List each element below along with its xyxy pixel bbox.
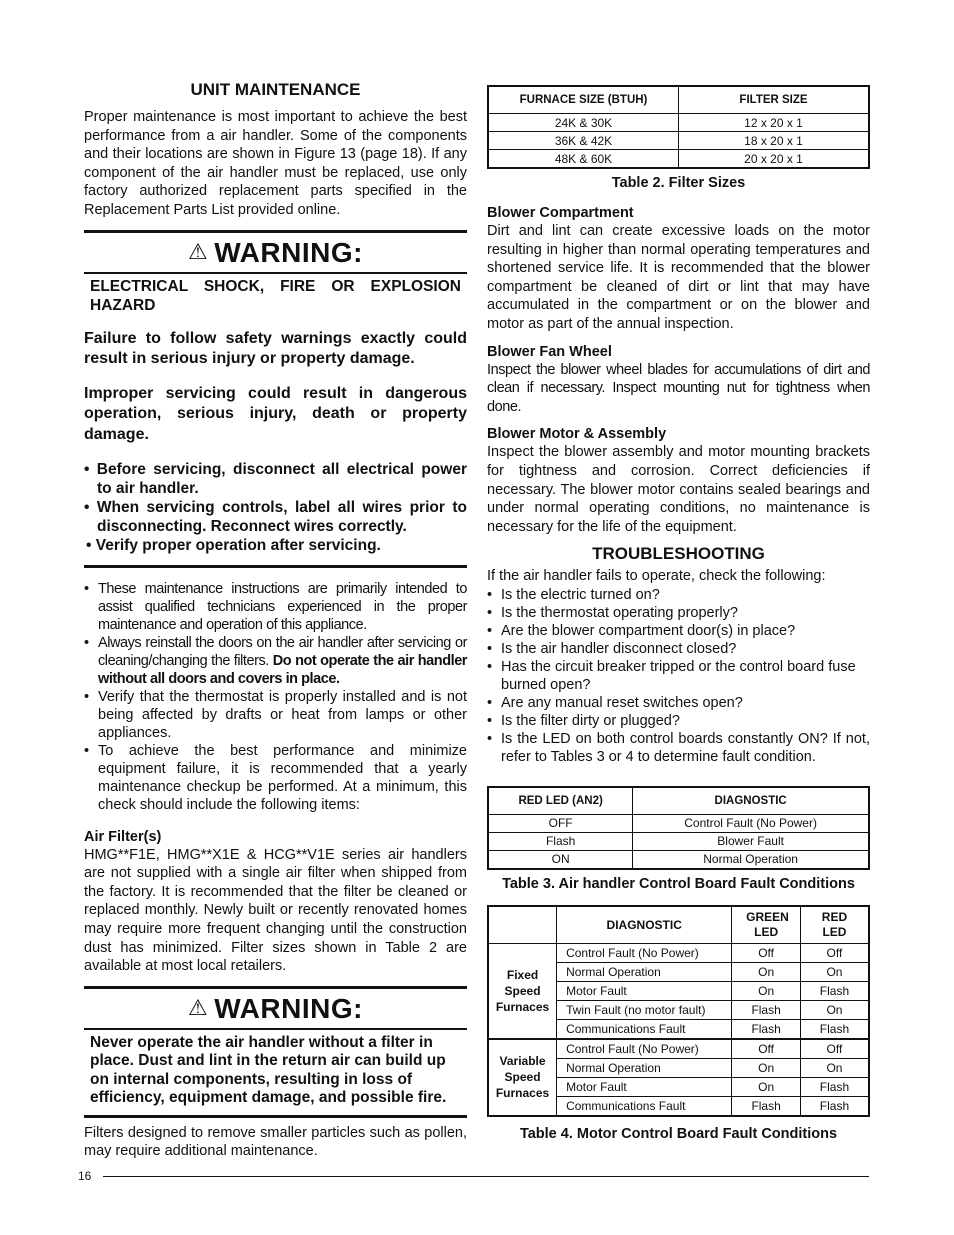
table-row	[488, 832, 869, 850]
list-item: • Are the blower compartment door(s) in place?	[487, 622, 870, 640]
table-cell: 36K & 42K	[488, 132, 679, 150]
group-label-text: Variable Speed Furnaces	[495, 1054, 550, 1101]
table-cell: Control Fault (No Power)	[557, 1039, 732, 1059]
list-item: • Is the electric turned on?	[487, 586, 870, 604]
table-cell: 24K & 30K	[488, 114, 679, 132]
troubleshooting-intro: If the air handler fails to operate, check the following:	[487, 568, 826, 585]
warning-title-text: WARNING:	[214, 236, 363, 268]
hazard-heading: ELECTRICAL SHOCK, FIRE OR EXPLOSION HAZARD	[90, 277, 461, 314]
blower-fan-wheel-body: Inspect the blower wheel blades for accumulations of dirt and clean if necessary. Inspect mounting nut for tightness when done.	[487, 361, 870, 415]
list-item: • Is the filter dirty or plugged?	[487, 712, 870, 730]
table-cell: Normal Operation	[633, 850, 869, 869]
table-row	[488, 1039, 869, 1059]
table-cell: Control Fault (No Power)	[633, 814, 869, 832]
table-cell: Control Fault (No Power)	[557, 943, 732, 962]
left-column	[84, 80, 467, 1161]
table-cell: 12 x 20 x 1	[679, 114, 870, 132]
table-cell: On	[800, 1000, 869, 1019]
warning-title-text: WARNING:	[214, 992, 363, 1024]
table-cell: On	[732, 1077, 801, 1096]
table-header: DIAGNOSTIC	[557, 906, 732, 944]
table-header: FILTER SIZE	[679, 86, 870, 114]
filter-sizes-table	[487, 85, 870, 169]
table-header: RED LED (AN2)	[488, 787, 633, 815]
table-row	[488, 150, 869, 169]
table-row	[488, 132, 869, 150]
table-header-text: RED LED	[821, 909, 848, 939]
table-header-row	[488, 906, 869, 944]
table-header: DIAGNOSTIC	[633, 787, 869, 815]
page-number: 16	[78, 1169, 92, 1183]
table-cell: On	[800, 1058, 869, 1077]
air-filters-body: HMG**F1E, HMG**X1E & HCG**V1E series air handlers are not supplied with a single air filter when shipped from the factory. It is recommended that the filter be cleaned or replaced monthly. Newly built or recently renovated homes may require more frequent changing until the construction dust has minimized. Filter sizes shown in Table 2 are available at most local retailers.	[84, 846, 467, 975]
footer-divider	[103, 1176, 869, 1177]
table-header-row	[488, 86, 869, 114]
table-cell: Flash	[732, 1000, 801, 1019]
table-header-blank	[488, 906, 557, 944]
table-cell: Off	[732, 1039, 801, 1059]
table-cell: Communications Fault	[557, 1096, 732, 1116]
table-cell: Flash	[800, 1096, 869, 1116]
table-row	[488, 814, 869, 832]
table-caption: Table 4. Motor Control Board Fault Conditions	[519, 1125, 838, 1142]
table-cell: Motor Fault	[557, 1077, 732, 1096]
table-cell: 18 x 20 x 1	[679, 132, 870, 150]
group-label	[488, 1039, 557, 1116]
table-cell: Off	[800, 943, 869, 962]
troubleshooting-heading: TROUBLESHOOTING	[592, 544, 765, 564]
list-item: • To achieve the best performance and minimize equipment failure, it is recommended that a yearly maintenance checkup be performed. At a minimum, this check should include the following items:	[84, 742, 467, 814]
table-cell: ON	[488, 850, 633, 869]
list-item: • Is the thermostat operating properly?	[487, 604, 870, 622]
table-cell: Communications Fault	[557, 1019, 732, 1039]
table-cell: Normal Operation	[557, 1058, 732, 1077]
table-cell: Off	[800, 1039, 869, 1059]
table-cell: Flash	[488, 832, 633, 850]
warning-bullets	[84, 460, 467, 555]
air-filters-heading: Air Filter(s)	[84, 828, 162, 845]
right-column	[487, 85, 870, 1142]
list-item: • These maintenance instructions are primarily intended to assist qualified technicians experienced in the proper maintenance and operation of this appliance.	[84, 580, 467, 634]
table-cell: On	[800, 962, 869, 981]
blower-compartment-body: Dirt and lint can create excessive loads on the motor resulting in higher than normal operating temperatures and shortened service life. It is recommended that the blower compartment be cleaned of dirt or lint that may have accumulated in the compartment or on the blower and motor as part of the annual inspection.	[487, 223, 870, 332]
list-item: • Are any manual reset switches open?	[487, 694, 870, 712]
table-cell: Blower Fault	[633, 832, 869, 850]
list-item: • Is the air handler disconnect closed?	[487, 640, 870, 658]
table-row	[488, 943, 869, 962]
table-cell: Flash	[800, 1077, 869, 1096]
table-header	[800, 906, 869, 944]
table-header-row	[488, 787, 869, 815]
table-cell: Normal Operation	[557, 962, 732, 981]
table-cell: Flash	[732, 1096, 801, 1116]
list-item: • Is the LED on both control boards constantly ON? If not, refer to Tables 3 or 4 to determine fault condition.	[487, 730, 870, 766]
table-row	[488, 850, 869, 869]
control-board-fault-table	[487, 786, 870, 870]
unit-maintenance-body: Proper maintenance is most important to achieve the best performance from a air handler. Some of the components and their locations are shown in Figure 13 (page 18). If any component of the air handler must be replaced, use only factory authorized replacement parts specified in the Replacement Parts List provided online.	[84, 109, 467, 218]
warning-bullet: • When servicing controls, label all wires prior to disconnecting. Reconnect wires correctly.	[84, 498, 467, 535]
troubleshooting-list	[487, 586, 870, 766]
blower-fan-wheel-heading: Blower Fan Wheel	[487, 343, 612, 360]
table-cell: On	[732, 962, 801, 981]
table-header-text: GREEN LED	[746, 909, 789, 939]
warning-bullet: • Before servicing, disconnect all electrical power to air handler.	[84, 460, 467, 497]
filters-note: Filters designed to remove smaller particles such as pollen, may require additional maintenance.	[84, 1124, 467, 1160]
table-cell: On	[732, 981, 801, 1000]
blower-motor-body: Inspect the blower assembly and motor mounting brackets for tightness and corrosion. Correct deficiencies if necessary. The blower motor contains sealed bearings and under normal operating conditions, no maintenance is necessary for the life of the equipment.	[487, 444, 870, 535]
warning-filter-text: Never operate the air handler without a filter in place. Dust and lint in the return air can build up on internal components, resulting in loss of efficiency, equipment damage, and possible fire.	[90, 1033, 447, 1107]
list-item: • Verify that the thermostat is properly installed and is not being affected by drafts or heat from lamps or other appliances.	[84, 688, 467, 742]
table-header	[732, 906, 801, 944]
blower-motor-heading: Blower Motor & Assembly	[487, 426, 667, 443]
warning-box-filter	[84, 986, 467, 1118]
warning-bullet: • Verify proper operation after servicing.	[86, 536, 381, 554]
table-row	[488, 114, 869, 132]
blower-compartment-heading: Blower Compartment	[487, 205, 634, 221]
table-cell: On	[732, 1058, 801, 1077]
list-item: • Has the circuit breaker tripped or the control board fuse burned open?	[487, 658, 870, 694]
table-cell: Off	[732, 943, 801, 962]
table-cell: Motor Fault	[557, 981, 732, 1000]
list-item	[84, 634, 467, 688]
warning-para-1: Failure to follow safety warnings exactly could result in serious injury or property damage.	[84, 329, 467, 368]
table-caption: Table 2. Filter Sizes	[611, 175, 746, 191]
group-label-text: Fixed Speed Furnaces	[495, 967, 550, 1014]
maintenance-bullet-list	[84, 580, 467, 814]
group-label	[488, 943, 557, 1039]
table-cell: Twin Fault (no motor fault)	[557, 1000, 732, 1019]
list-item-text: Always reinstall the doors on the air handler after servicing or cleaning/changing the filters.	[98, 634, 467, 669]
unit-maintenance-heading: UNIT MAINTENANCE	[190, 80, 361, 99]
warning-para-2: Improper servicing could result in dangerous operation, serious injury, death or property damage.	[84, 384, 467, 443]
warning-title	[84, 989, 467, 1030]
warning-box-electrical	[84, 230, 467, 568]
table-cell: Flash	[800, 981, 869, 1000]
warning-triangle-icon: ⚠	[188, 994, 209, 1020]
warning-title	[84, 233, 467, 274]
warning-triangle-icon: ⚠	[188, 238, 209, 264]
table-cell: Flash	[800, 1019, 869, 1039]
list-item-bold-text: Do not operate the air handler without all doors and covers in place.	[98, 652, 467, 687]
table-header: FURNACE SIZE (BTUH)	[488, 86, 679, 114]
table-cell: Flash	[732, 1019, 801, 1039]
table-cell: 20 x 20 x 1	[679, 150, 870, 169]
table-caption: Table 3. Air handler Control Board Fault Conditions	[502, 875, 855, 892]
motor-control-fault-table	[487, 905, 870, 1117]
table-cell: 48K & 60K	[488, 150, 679, 169]
table-cell: OFF	[488, 814, 633, 832]
